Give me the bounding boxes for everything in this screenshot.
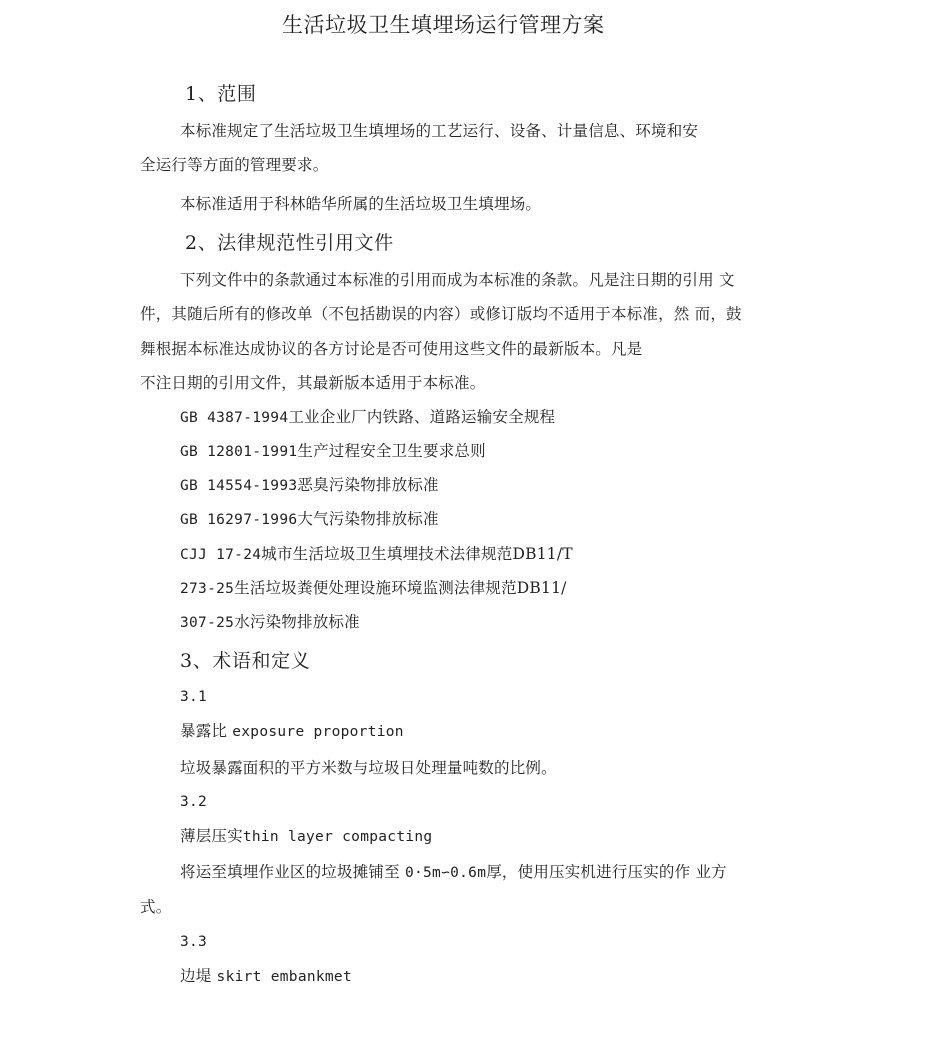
term-heading [180,720,404,743]
reference-code: GB 12801-1991 [180,444,298,460]
term-number: 3.3 [180,934,208,950]
term-definition-text: 厚，使用压实机进行压实的作 业方 [486,863,727,881]
term-name-english: skirt embankmet [216,969,352,985]
reference-item [180,440,486,463]
term-name-english: exposure proportion [232,724,404,740]
term-name: 边堤 [180,967,212,985]
term-definition-line-2: 式。 [140,898,172,916]
section-2-heading: 2、法律规范性引用文件 [185,232,394,254]
document-title: 生活垃圾卫生填埋场运行管理方案 [282,13,605,37]
reference-code: GB 14554-1993 [180,478,298,494]
reference-code: 273-25 [180,581,235,597]
reference-title: 生产过程安全卫生要求总则 [297,442,486,460]
reference-item [180,543,573,566]
reference-title: 城市生活垃圾卫生填埋技术法律规范DB11/T [261,545,573,563]
term-number: 3.1 [180,689,208,705]
term-definition-text: 将运至填埋作业区的垃圾摊铺至 [180,863,400,881]
reference-item [180,577,567,600]
reference-title: 恶臭污染物排放标准 [297,476,439,494]
reference-title: 生活垃圾粪便处理设施环境监测法律规范DB11/ [234,579,567,597]
section-2-paragraph-line-4: 不注日期的引用文件，其最新版本适用于本标准。 [140,374,486,392]
reference-code: GB 4387-1994 [180,410,289,426]
section-2-paragraph-line-3: 舞根据本标准达成协议的各方讨论是否可使用这些文件的最新版本。凡是 [140,340,643,358]
reference-code: GB 16297-1996 [180,512,298,528]
reference-title: 工业企业厂内铁路、道路运输安全规程 [288,408,556,426]
reference-item [180,611,360,634]
reference-title: 大气污染物排放标准 [297,510,439,528]
reference-item [180,406,555,429]
reference-code: CJJ 17-24 [180,547,262,563]
term-name-english: thin layer compacting [242,829,433,845]
term-name: 薄层压实 [180,827,243,845]
reference-code: 307-25 [180,615,235,631]
section-3-heading: 3、术语和定义 [180,650,311,672]
reference-title: 水污染物排放标准 [234,613,360,631]
reference-item [180,474,439,497]
reference-item [180,508,439,531]
section-1-paragraph-1-line-2: 全运行等方面的管理要求。 [140,156,329,174]
term-name: 暴露比 [180,722,228,740]
section-2-paragraph-line-2: 件，其随后所有的修改单（不包括勘误的内容）或修订版均不适用于本标准，然 而，鼓 [140,305,742,323]
section-1-heading: 1、范围 [185,83,257,105]
term-heading [180,965,352,988]
section-1-paragraph-1-line-1: 本标准规定了生活垃圾卫生填埋场的工艺运行、设备、计量信息、环境和安 [180,122,699,140]
term-heading [180,825,432,848]
term-number: 3.2 [180,794,208,810]
section-2-paragraph-line-1: 下列文件中的条款通过本标准的引用而成为本标准的条款。凡是注日期的引用 文 [180,271,735,289]
term-definition-value: 0·5m∽0.6m [404,865,487,881]
term-definition: 垃圾暴露面积的平方米数与垃圾日处理量吨数的比例。 [180,759,557,777]
term-definition-line-1 [180,861,727,884]
section-1-paragraph-2: 本标准适用于科林皓华所属的生活垃圾卫生填埋场。 [180,195,542,213]
